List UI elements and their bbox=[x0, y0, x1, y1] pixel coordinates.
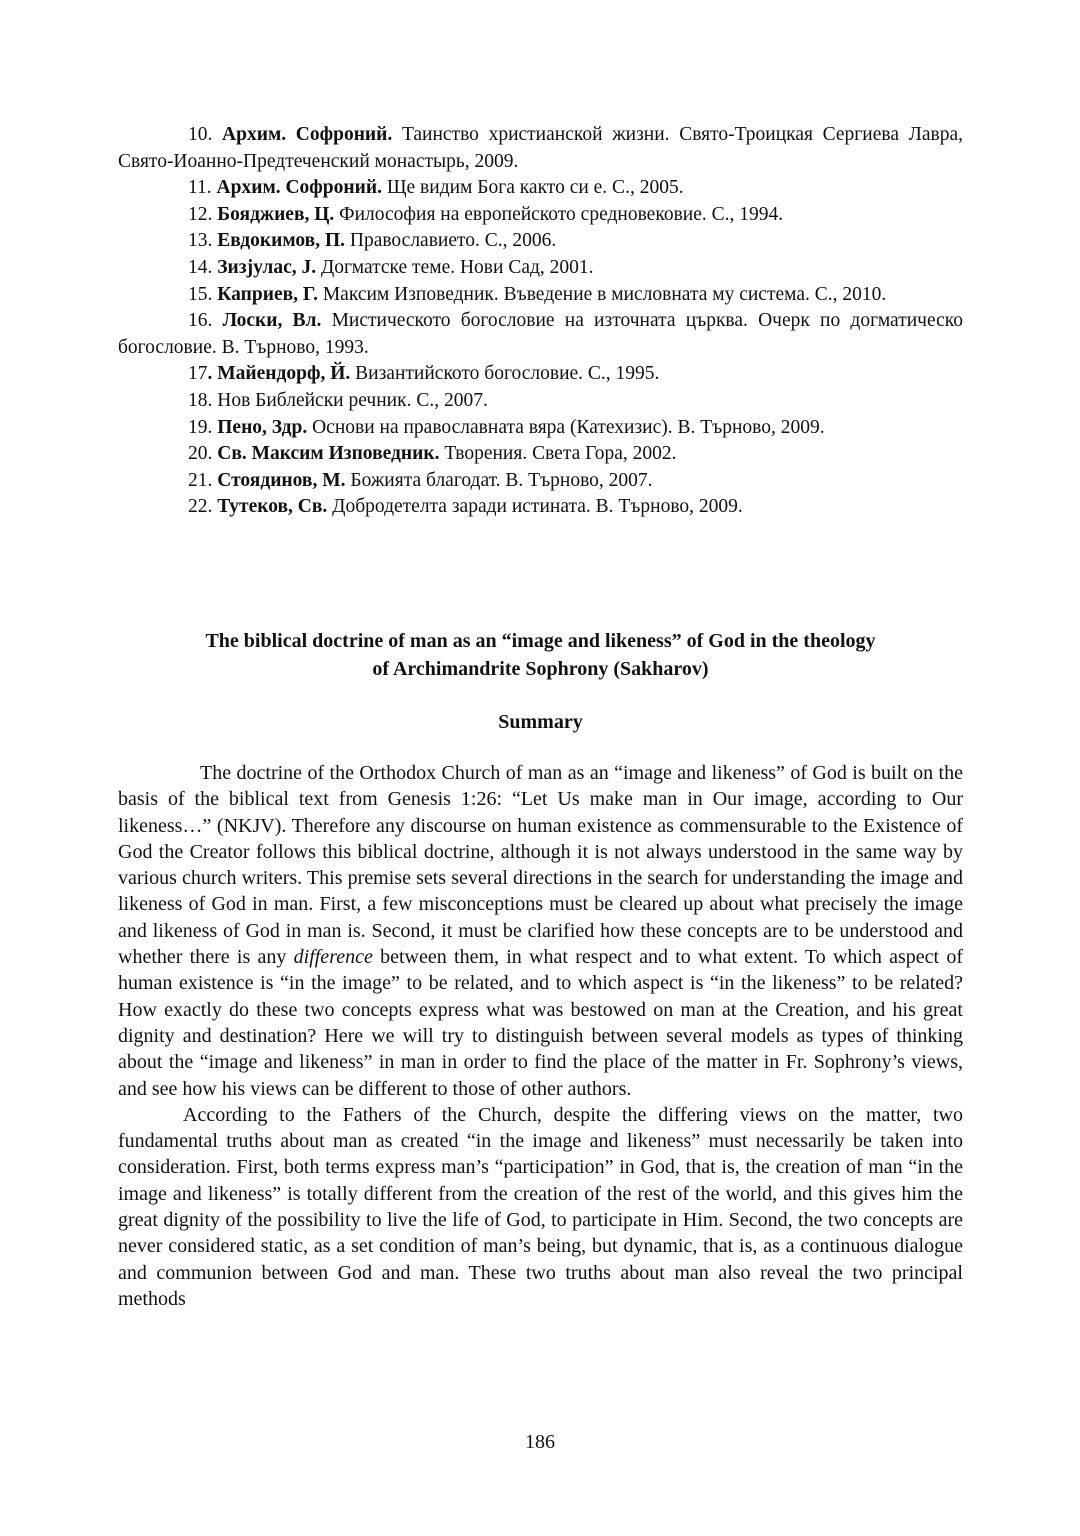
reference-item: 18. Нов Библейски речник. С., 2007. bbox=[188, 389, 488, 411]
summary-paragraph-2: According to the Fathers of the Church, despite the differing views on the matter, two fundamental truths about man as created “in the image and likeness” must necessarily be taken into consideration. First, both terms express man’s “participation” in God, that is, the creation of man “in the image and likeness” is totally different from the creation of the rest of the world, and this gives him the great dignity of the possibility to live the life of God, to participate in Him. Second, the two concepts are never considered static, as a set condition of man’s being, but dynamic, that is, as a continuous dialogue and communion between God and man. These two truths about man also reveal the two principal methods bbox=[118, 1103, 963, 1310]
paper-title bbox=[118, 627, 963, 683]
reference-item: 20. Св. Максим Изповедник. Творения. Света Гора, 2002. bbox=[188, 443, 677, 465]
title-line-1: The biblical doctrine of man as an “image and likeness” of God in the theology bbox=[205, 630, 876, 652]
reference-author: Св. Максим Изповедник. bbox=[217, 443, 440, 465]
summary-heading: Summary bbox=[498, 711, 583, 733]
reference-author: Тутеков, Св. bbox=[217, 496, 328, 518]
reference-item: 14. Зизјулас, J. Догматске теме. Нови Сад, 2001. bbox=[188, 256, 594, 278]
page-number: 186 bbox=[525, 1431, 555, 1453]
reference-author: Пено, Здр. bbox=[217, 416, 308, 438]
reference-item: 13. Евдокимов, П. Православието. С., 2006. bbox=[188, 230, 557, 252]
reference-item: 22. Тутеков, Св. Добродетелта заради истината. В. Търново, 2009. bbox=[188, 496, 743, 518]
reference-item: 11. Архим. Софроний. Ще видим Бога както си е. С., 2005. bbox=[188, 177, 684, 199]
reference-item: 16. Лоски, Вл. Мистическото богословие на източната църква. Очерк по догматическо богословие. В. Търново, 1993. bbox=[118, 310, 963, 358]
reference-item: 12. Бояджиев, Ц. Философия на европейското средновековие. С., 1994. bbox=[188, 203, 784, 225]
title-line-2: of Archimandrite Sophrony (Sakharov) bbox=[372, 658, 709, 680]
reference-author: Каприев, Г. bbox=[217, 283, 318, 305]
reference-list bbox=[118, 122, 963, 521]
emphasis-difference: difference bbox=[293, 946, 373, 969]
reference-author: . Майендорф, Й. bbox=[207, 363, 351, 385]
reference-author: Лоски, Вл. bbox=[222, 310, 322, 332]
reference-item: 21. Стоядинов, М. Божията благодат. В. Търново, 2007. bbox=[188, 469, 653, 491]
reference-author: Архим. Софроний. bbox=[216, 177, 382, 199]
reference-item: 17. Майендорф, Й. Византийското богословие. С., 1995. bbox=[188, 363, 660, 385]
reference-author: Зизјулас, J. bbox=[217, 256, 317, 278]
reference-item: 15. Каприев, Г. Максим Изповедник. Въведение в мисловната му система. С., 2010. bbox=[188, 283, 887, 305]
reference-author: Евдокимов, П. bbox=[217, 230, 345, 252]
reference-author: Стоядинов, М. bbox=[217, 469, 346, 491]
summary-paragraph-1: The doctrine of the Orthodox Church of man as an “image and likeness” of God is built on the basis of the biblical text from Genesis 1:26: “Let Us make man in Our image, according to Our likeness…” (NKJV). Therefore any discourse on human existence as commensurable to the Existence of God the Creator follows this biblical doctrine, although it is not always understood in the same way by various church writers. This premise sets several directions in the search for understanding the image and likeness of God in man. First, a few misconceptions must be cleared up about what precisely the image and likeness of God in man is. Second, it must be clarified how these concepts are to be understood and whether there is any difference between them, in what respect and to what extent. To which aspect of human existence is “in the image” to be related, and to which aspect is “in the likeness” to be related? How exactly do these two concepts express what was bestowed on man at the Creation, and his great dignity and destination? Here we will try to distinguish between several models as types of thinking about the “image and likeness” in man in order to find the place of the matter in Fr. Sophrony’s views, and see how his views can be different to those of other authors. bbox=[118, 762, 964, 1100]
reference-author: Бояджиев, Ц. bbox=[217, 203, 335, 225]
summary-body bbox=[118, 760, 963, 1312]
reference-item: 19. Пено, Здр. Основи на православната вяра (Катехизис). В. Търново, 2009. bbox=[188, 416, 825, 438]
reference-item: 10. Архим. Софроний. Таинство христианской жизни. Свято-Троицкая Сергиева Лавра, Свято-Иоанно-Предтеченский монастырь, 2009. bbox=[118, 124, 964, 172]
reference-author: Архим. Софроний. bbox=[222, 124, 393, 145]
